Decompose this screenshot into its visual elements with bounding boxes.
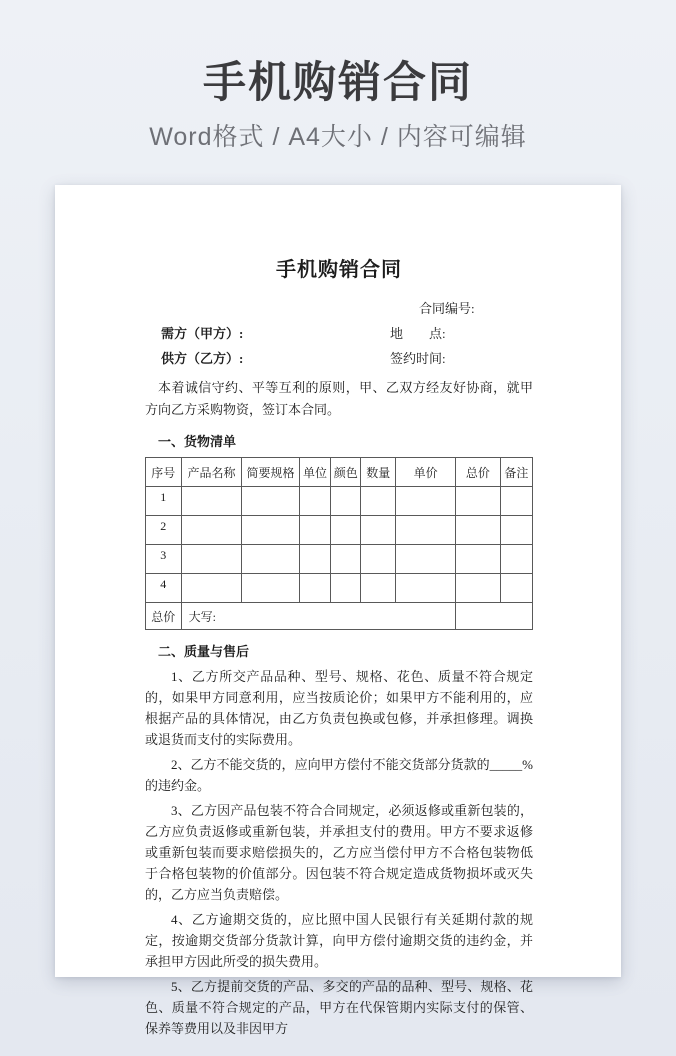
buyer-label: 需方（甲方）: [161, 326, 244, 341]
col-header-unit-price: 单价 [396, 458, 456, 487]
clause-paragraph: 5、乙方提前交货的产品、多交的产品的品种、型号、规格、花色、质量不符合规定的产品，甲方在代保管期内实际支付的保管、保养等费用以及非因甲方 [145, 979, 533, 1036]
clause-paragraph: 2、乙方不能交货的，应向甲方偿付不能交货部分货款的_____%的违约金。 [145, 757, 533, 793]
intro-paragraph: 本着诚信守约、平等互利的原则，甲、乙双方经友好协商，就甲方向乙方采购物资，签订本合同。 [145, 380, 533, 417]
meta-row-supplier [145, 346, 533, 371]
document-page [55, 185, 621, 1036]
empty-cell [361, 545, 396, 574]
document-title: 手机购销合同 [276, 259, 402, 281]
col-header-product-name: 产品名称 [181, 458, 242, 487]
empty-cell [242, 516, 299, 545]
banner [0, 0, 676, 153]
empty-cell [396, 574, 456, 603]
empty-cell [181, 545, 242, 574]
empty-cell [455, 516, 500, 545]
supplier-label: 供方（乙方）: [161, 351, 244, 366]
goods-table-row [146, 574, 533, 603]
empty-cell [331, 487, 361, 516]
meta-row-buyer [145, 321, 533, 346]
empty-cell [331, 516, 361, 545]
empty-cell [396, 487, 456, 516]
col-header-remarks: 备注 [500, 458, 532, 487]
amount-in-words-label: 大写: [181, 603, 455, 630]
empty-cell [455, 545, 500, 574]
empty-cell [455, 574, 500, 603]
section-heading-goods-list: 一、货物清单 [158, 434, 237, 449]
clause-paragraph: 4、乙方逾期交货的，应比照中国人民银行有关延期付款的规定，按逾期交货部分货款计算，向甲方偿付逾期交货的违约金，并承担甲方因此所受的损失费用。 [145, 912, 533, 969]
goods-table-header-row [146, 458, 533, 487]
empty-cell [299, 545, 331, 574]
empty-cell [299, 487, 331, 516]
empty-cell [500, 545, 532, 574]
empty-cell [299, 574, 331, 603]
empty-cell [500, 574, 532, 603]
empty-cell [455, 603, 532, 630]
empty-cell [242, 545, 299, 574]
empty-cell [361, 516, 396, 545]
row-number-cell: 3 [146, 545, 182, 574]
empty-cell [181, 574, 242, 603]
empty-cell [500, 516, 532, 545]
empty-cell [299, 516, 331, 545]
meta-row-contract-no [145, 296, 533, 321]
empty-cell [181, 516, 242, 545]
empty-cell [181, 487, 242, 516]
empty-cell [396, 516, 456, 545]
section-heading-quality: 二、质量与售后 [158, 644, 250, 659]
col-header-index: 序号 [146, 458, 182, 487]
col-header-spec: 简要规格 [242, 458, 299, 487]
contract-meta [145, 296, 533, 371]
col-header-unit: 单位 [299, 458, 331, 487]
location-label: 地 点: [390, 326, 446, 341]
row-number-cell: 4 [146, 574, 182, 603]
empty-cell [396, 545, 456, 574]
clause-paragraph: 1、乙方所交产品品种、型号、规格、花色、质量不符合规定的，如果甲方同意利用，应当按质论价；如果甲方不能利用的，应根据产品的具体情况，由乙方负责包换或包修，并承担修理。调换或退货而支付的实际费用。 [145, 669, 533, 747]
banner-title: 手机购销合同 [203, 59, 473, 107]
goods-table-row [146, 487, 533, 516]
goods-table-row [146, 516, 533, 545]
contract-number-label: 合同编号: [419, 301, 475, 316]
row-number-cell: 2 [146, 516, 182, 545]
empty-cell [331, 574, 361, 603]
clauses [145, 666, 533, 1039]
clause-paragraph: 3、乙方因产品包装不符合合同规定，必须返修或重新包装的，乙方应负责返修或重新包装，并承担支付的费用。甲方不要求返修或重新包装而要求赔偿损失的，乙方应当偿付甲方不合格包装物低于合格包装物的价值部分。因包装不符合规定造成货物损坏或灭失的，乙方应当负责赔偿。 [145, 803, 533, 902]
empty-cell [361, 487, 396, 516]
row-number-cell: 1 [146, 487, 182, 516]
sign-time-label: 签约时间: [390, 351, 446, 366]
banner-subtitle: Word格式 / A4大小 / 内容可编辑 [149, 123, 527, 152]
goods-table-footer-row [146, 603, 533, 630]
total-price-label: 总价 [146, 603, 182, 630]
empty-cell [242, 574, 299, 603]
col-header-color: 颜色 [331, 458, 361, 487]
goods-table [145, 457, 533, 630]
empty-cell [242, 487, 299, 516]
empty-cell [331, 545, 361, 574]
goods-table-row [146, 545, 533, 574]
empty-cell [455, 487, 500, 516]
empty-cell [500, 487, 532, 516]
col-header-total-price: 总价 [455, 458, 500, 487]
col-header-quantity: 数量 [361, 458, 396, 487]
empty-cell [361, 574, 396, 603]
